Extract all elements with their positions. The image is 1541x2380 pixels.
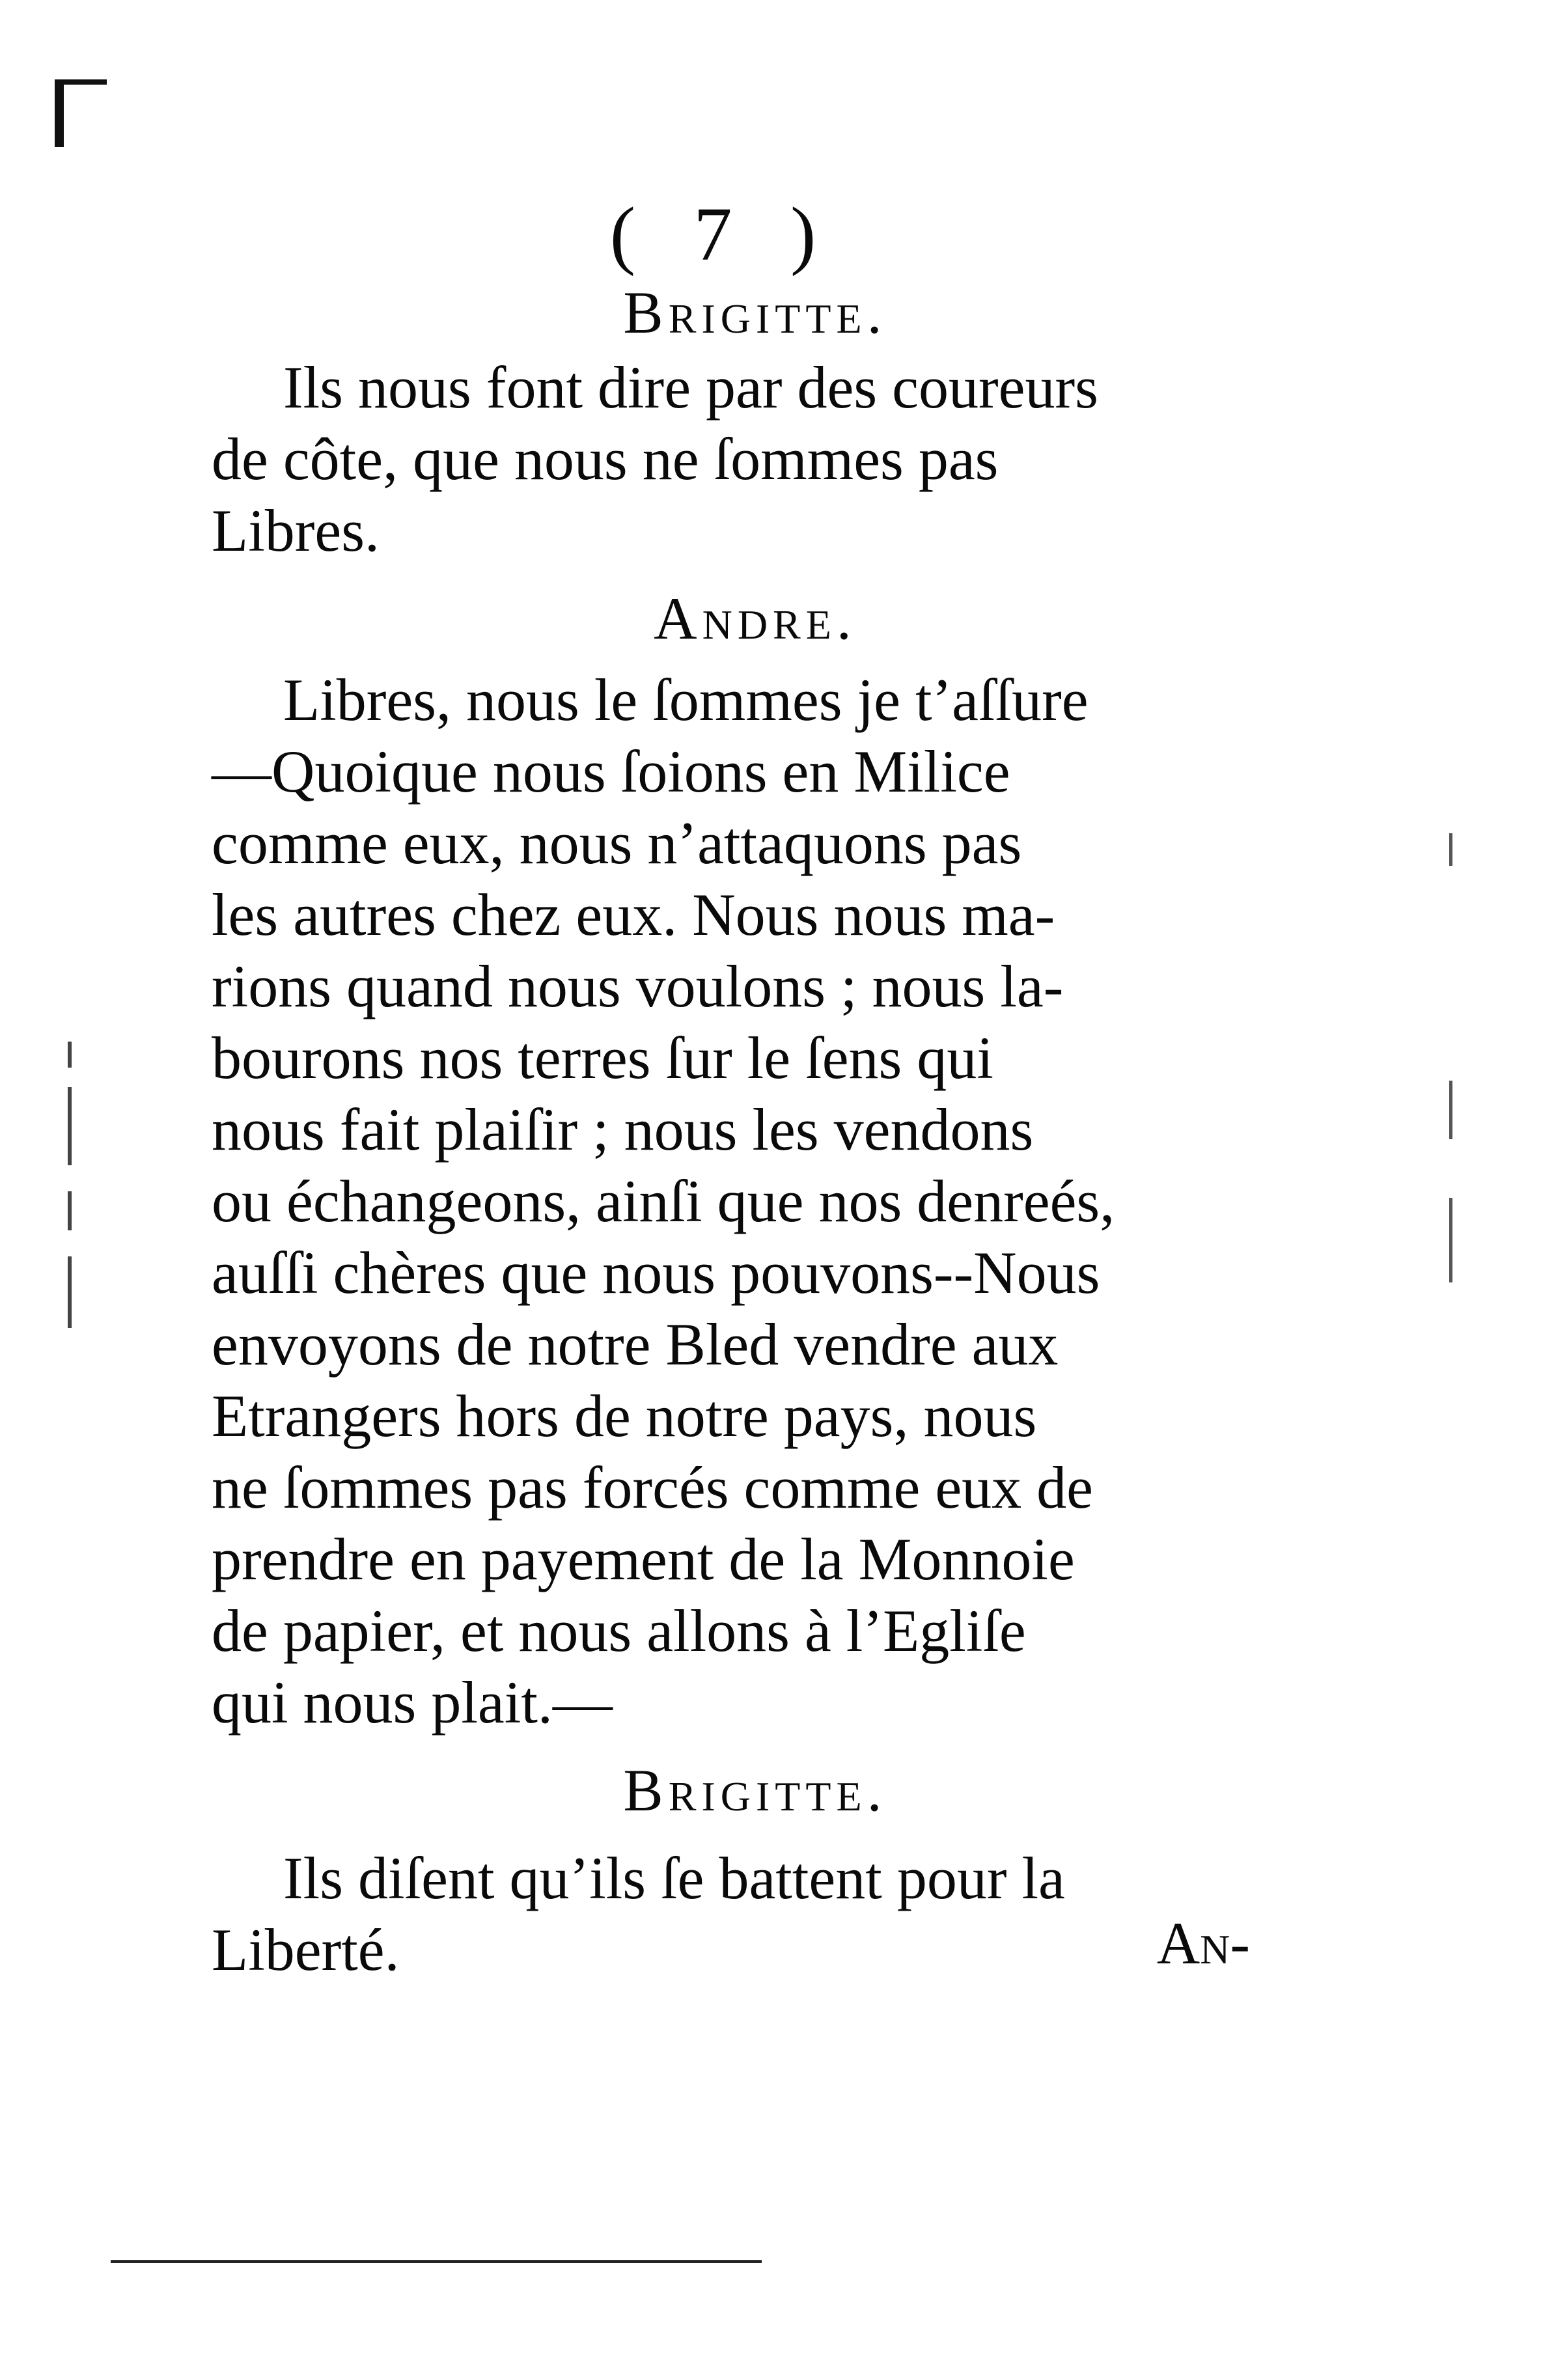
speaker-name: Andre. bbox=[654, 585, 857, 652]
speech-line: Etrangers hors de notre pays, nous bbox=[212, 1383, 1037, 1449]
speech-line: auſſi chères que nous pouvons--Nous bbox=[212, 1239, 1100, 1306]
speech-line: —Quoique nous ſoions en Milice bbox=[212, 738, 1010, 805]
speech-line: comme eux, nous n’attaquons pas bbox=[212, 810, 1022, 876]
speaker-name: Brigitte. bbox=[623, 279, 887, 346]
speech-line: qui nous plait.— bbox=[212, 1669, 613, 1736]
speech-line: Libres. bbox=[212, 497, 380, 564]
dialogue-text bbox=[212, 273, 1247, 1986]
right-margin-specks bbox=[1445, 833, 1458, 1289]
speech-paragraph bbox=[212, 1842, 1247, 1986]
speech-paragraph bbox=[212, 352, 1247, 566]
corner-crop-mark bbox=[47, 77, 105, 148]
speech-line: les autres chez eux. Nous nous ma- bbox=[212, 881, 1055, 948]
speech-line: prendre en payement de la Monnoie bbox=[212, 1526, 1075, 1592]
speech-line: ne ſommes pas forcés comme eux de bbox=[212, 1454, 1093, 1521]
speech-line: bourons nos terres ſur le ſens qui bbox=[212, 1025, 993, 1091]
speech-line: nous fait plaiſir ; nous les vendons bbox=[212, 1096, 1034, 1163]
speech-line: Liberté. bbox=[212, 1916, 400, 1983]
catchword: An- bbox=[1156, 1910, 1250, 1976]
speech-line: ou échangeons, ainſi que nos denreés, bbox=[212, 1168, 1115, 1234]
speaker-name: Brigitte. bbox=[623, 1757, 887, 1823]
speech-line: envoyons de notre Bled vendre aux bbox=[212, 1311, 1059, 1377]
speech-line: de papier, et nous allons à l’Egliſe bbox=[212, 1598, 1026, 1664]
speech-line: Ils diſent qu’ils ſe battent pour la bbox=[283, 1845, 1065, 1911]
speech-line: rions quand nous voulons ; nous la- bbox=[212, 953, 1064, 1019]
speech-line: Libres, nous le ſommes je t’aſſure bbox=[283, 667, 1089, 733]
left-margin-specks bbox=[59, 1042, 85, 1341]
speech-line: de côte, que nous ne ſommes pas bbox=[212, 426, 999, 492]
crop-mark-vertical bbox=[55, 82, 64, 147]
speech-line: Ils nous font dire par des coureurs bbox=[283, 354, 1098, 421]
bottom-rule bbox=[111, 2260, 762, 2263]
page-number: ( 7 ) bbox=[609, 191, 836, 277]
speech-paragraph bbox=[212, 664, 1247, 1738]
